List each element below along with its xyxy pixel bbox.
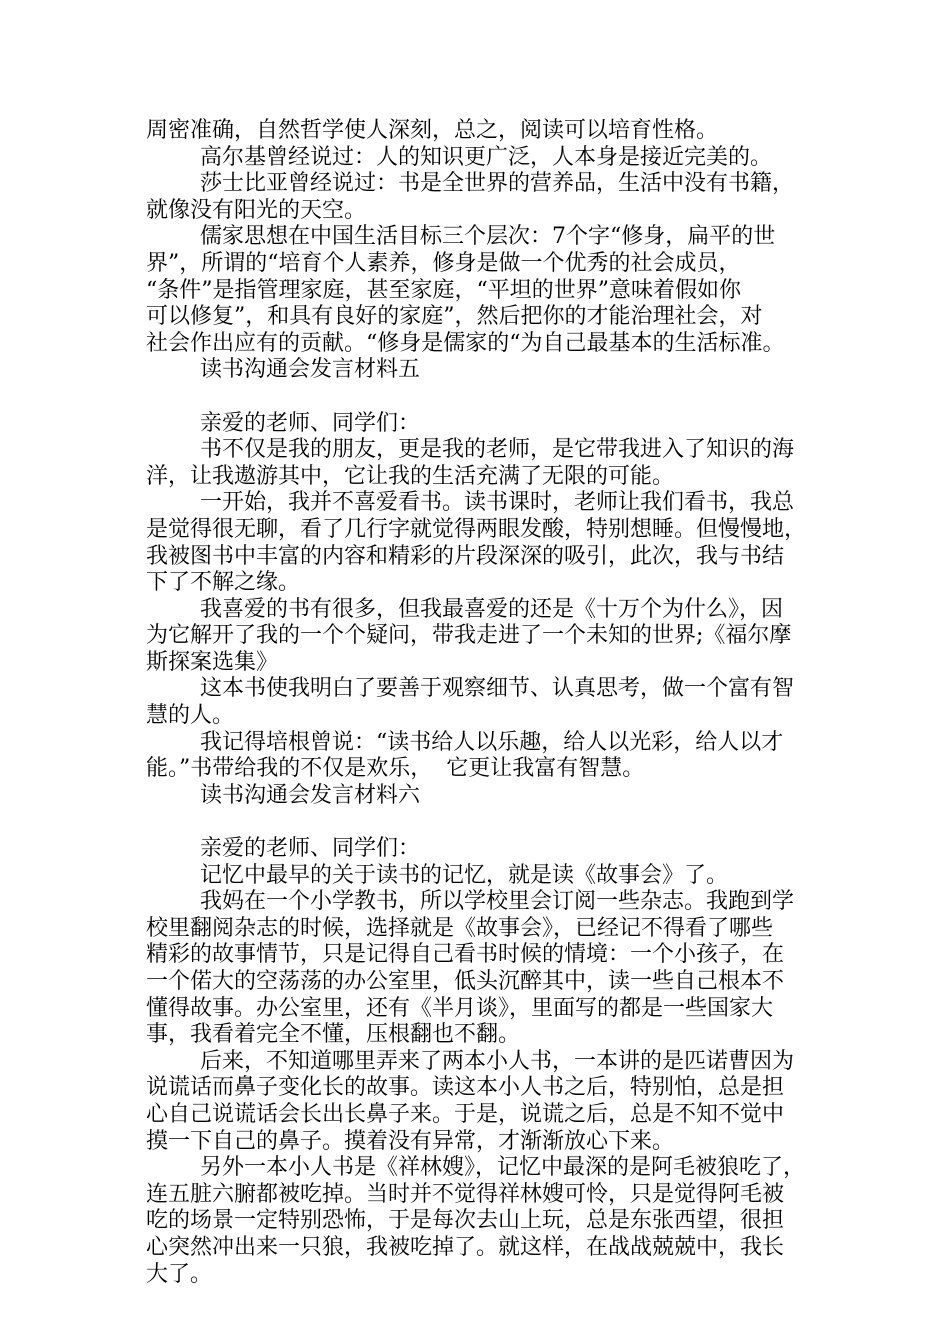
text-line: 社会作出应有的贡献。“修身是儒家的“为自己最基本的生活标准。	[146, 330, 785, 356]
text-line: 慧的人。	[146, 703, 235, 729]
section-heading: 读书沟通会发言材料五	[200, 357, 421, 383]
text-line: 心突然冲出来一只狼，我被吃掉了。就这样，在战战兢兢中，我长	[146, 1234, 785, 1260]
text-line: 周密准确，自然哲学使人深刻，总之，阅读可以培育性格。	[146, 118, 719, 143]
text-line: 界”，所谓的“培育个人素养，修身是做一个优秀的社会成员，	[146, 250, 741, 276]
text-line: 洋，让我遨游其中，它让我的生活充满了无限的可能。	[146, 463, 675, 489]
text-line: 莎士比亚曾经说过：书是全世界的营养品，生活中没有书籍，	[200, 171, 795, 197]
text-line: 一开始，我并不喜爱看书。读书课时，老师让我们看书，我总	[200, 490, 795, 516]
text-line: 这本书使我明白了要善于观察细节、认真思考，做一个富有智	[200, 676, 795, 702]
salutation: 亲爱的老师、同学们：	[200, 836, 421, 862]
text-line: 高尔基曾经说过：人的知识更广泛，人本身是接近完美的。	[200, 144, 773, 170]
text-line: 大了。	[146, 1261, 213, 1287]
text-line: 另外一本小人书是《祥林嫂》，记忆中最深的是阿毛被狼吃了，	[200, 1155, 806, 1181]
text-line: 心自己说谎话会长出长鼻子来。于是，说谎之后，总是不知不觉中	[146, 1101, 785, 1127]
section-heading: 读书沟通会发言材料六	[200, 782, 421, 808]
text-line: 斯探案选集》	[146, 649, 279, 675]
text-line: 能。”书带给我的不仅是欢乐， 它更让我富有智慧。	[146, 756, 645, 782]
text-line: 就像没有阳光的天空。	[146, 197, 367, 223]
text-line: 书不仅是我的朋友，更是我的老师，是它带我进入了知识的海	[200, 437, 795, 463]
text-line: 精彩的故事情节，只是记得自己看书时候的情境：一个小孩子，在	[146, 942, 785, 968]
text-line: 记忆中最早的关于读书的记忆，就是读《故事会》了。	[200, 862, 729, 888]
text-line: 事，我看着完全不懂，压根翻也不翻。	[146, 1022, 521, 1048]
text-line: 是觉得很无聊，看了几行字就觉得两眼发酸，特别想睡。但慢慢地，	[146, 516, 807, 542]
text-line: 我喜爱的书有很多，但我最喜爱的还是《十万个为什么》，因	[200, 596, 784, 622]
text-line: 懂得故事。办公室里，还有《半月谈》，里面写的都是一些国家大	[146, 995, 774, 1021]
text-line: 我被图书中丰富的内容和精彩的片段深深的吸引，此次，我与书结	[146, 543, 785, 569]
text-line: 连五脏六腑都被吃掉。当时并不觉得祥林嫂可怜，只是觉得阿毛被	[146, 1181, 785, 1207]
text-line: “条件”是指管理家庭，甚至家庭，“平坦的世界”意味着假如你	[146, 277, 741, 303]
text-line: 我妈在一个小学教书，所以学校里会订阅一些杂志。我跑到学	[200, 889, 795, 915]
text-line: 下了不解之缘。	[146, 570, 301, 596]
text-line: 后来，不知道哪里弄来了两本小人书，一本讲的是匹诺曹因为	[200, 1048, 795, 1074]
text-line: 校里翻阅杂志的时候，选择就是《故事会》，已经记不得看了哪些	[146, 915, 774, 941]
body-text	[146, 118, 822, 1288]
text-line: 摸一下自己的鼻子。摸着没有异常，才渐渐放心下来。	[146, 1128, 675, 1154]
salutation: 亲爱的老师、同学们：	[200, 410, 421, 436]
text-line: 儒家思想在中国生活目标三个层次：7个字“修身，扁平的世	[200, 224, 776, 250]
blank-line	[146, 809, 822, 836]
text-line: 我记得培根曾说：“读书给人以乐趣，给人以光彩，给人以才	[200, 729, 784, 755]
text-line: 可以修复”，和具有良好的家庭”，然后把你的才能治理社会，对	[146, 304, 763, 330]
text-line: 一个偌大的空荡荡的办公室里，低头沉醉其中，读一些自己根本不	[146, 969, 785, 994]
text-line: 说谎话而鼻子变化长的故事。读这本小人书之后，特别怕，总是担	[146, 1075, 785, 1101]
blank-line	[146, 384, 822, 411]
text-line: 吃的场景一定特别恐怖，于是每次去山上玩，总是东张西望，很担	[146, 1208, 785, 1234]
text-line: 为它解开了我的一个个疑问，带我走进了一个未知的世界;《福尔摩	[146, 623, 792, 649]
